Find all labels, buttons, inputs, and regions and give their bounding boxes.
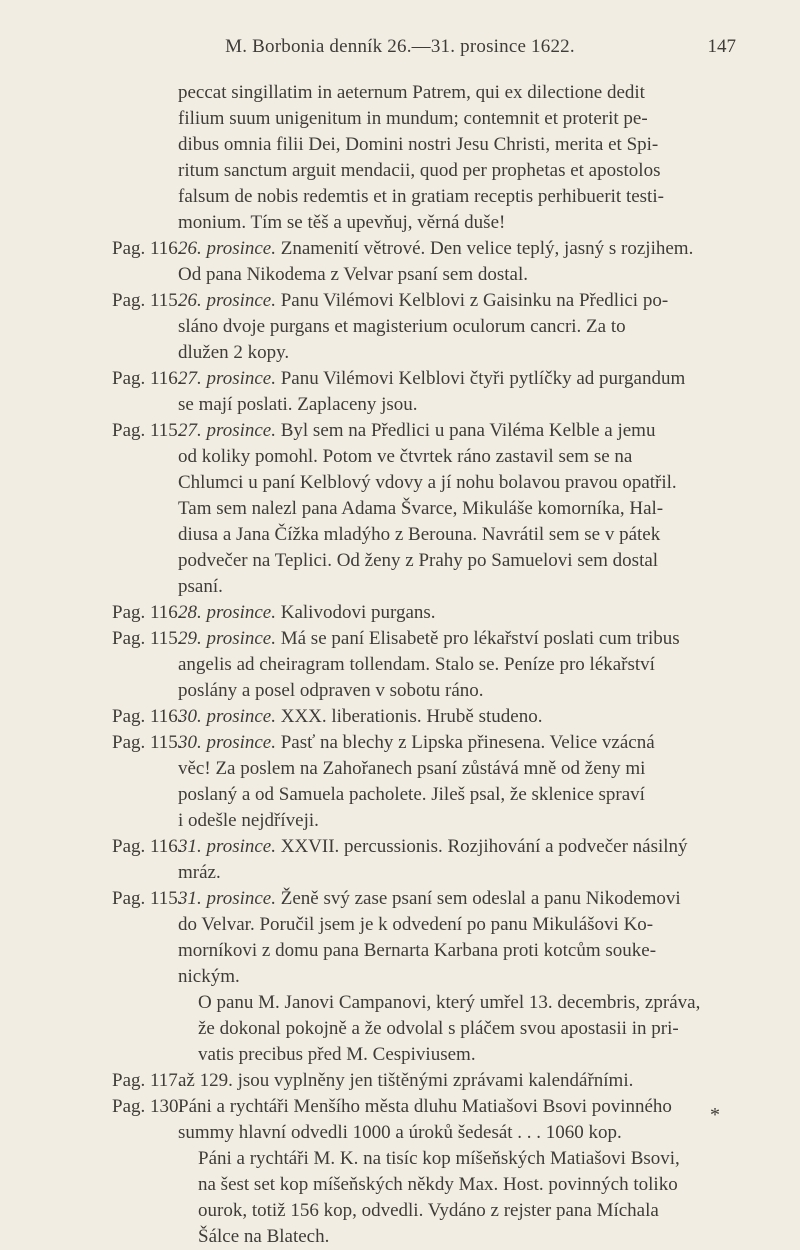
entry-line: Od pana Nikodema z Velvar psaní sem dostal. (178, 264, 529, 285)
page-reference: Pag. 116. (112, 706, 183, 727)
diary-entry (0, 366, 800, 418)
running-title: M. Borbonia denník 26.—31. prosince 1622. (225, 36, 575, 57)
entry-line (178, 366, 740, 392)
entry-date: 29. prosince. (178, 628, 276, 649)
entry-date: 31. prosince. (178, 888, 276, 909)
page-reference: Pag. 115. (112, 420, 183, 441)
text-line: O panu M. Janovi Campanovi, který umřel 13. decembris, zpráva, (198, 992, 701, 1013)
entry-line: angelis ad cheiragram tollendam. Stalo se. Peníze pro lékařství (178, 654, 655, 675)
entry-line: poslány a posel odpraven v sobotu ráno. (178, 680, 484, 701)
entry-date: 30. prosince. (178, 732, 276, 753)
entry-line: sláno dvoje purgans et magisterium oculorum cancri. Za to (178, 316, 626, 337)
diary-entry (0, 886, 800, 990)
entry-line: Chlumci u paní Kelblový vdovy a jí nohu bolavou pravou opatřil. (178, 472, 677, 493)
entry-text: XXVII. percussionis. Rozjihování a podvečer násilný (280, 836, 688, 857)
final-paragraph (0, 1146, 800, 1250)
entry-line (178, 704, 740, 730)
entry-line: mráz. (178, 862, 221, 883)
entry-line: až 129. jsou vyplněny jen tištěnými zprávami kalendářními. (178, 1070, 634, 1091)
text-line: Šálce na Blatech. (198, 1226, 330, 1247)
text-line: filium suum unigenitum in mundum; contemnit et proterit pe- (178, 108, 648, 129)
text-body (0, 80, 800, 1250)
page-reference: Pag. 115. (112, 888, 183, 909)
entry-line (178, 834, 740, 860)
text-line: summy hlavní odvedli 1000 a úroků šedesát . . . 1060 kop. (178, 1122, 622, 1143)
entry-text: Panu Vilémovi Kelblovi čtyři pytlíčky ad purgandum (280, 368, 686, 389)
entry-text: Kalivodovi purgans. (280, 602, 436, 623)
diary-entry-130 (0, 1094, 800, 1146)
page-reference: Pag. 116. (112, 368, 183, 389)
entry-date: 30. prosince. (178, 706, 276, 727)
entry-line: morníkovi z domu pana Bernarta Karbana proti kotcům souke- (178, 940, 657, 961)
entry-line (178, 418, 740, 444)
text-line: Páni a rychtáři Menšího města dluhu Matiašovi Bsovi povinného (178, 1096, 672, 1117)
entry-date: 28. prosince. (178, 602, 276, 623)
diary-entry (0, 626, 800, 704)
page-number: 147 (707, 36, 736, 57)
page-reference: Pag. 115. (112, 628, 183, 649)
entry-line: se mají poslati. Zaplaceny jsou. (178, 394, 418, 415)
entry-line (178, 600, 740, 626)
text-line: že dokonal pokojně a že odvolal s pláčem svou apostasii in pri- (198, 1018, 679, 1039)
text-line: Páni a rychtáři M. K. na tisíc kop míšeňských Matiašovi Bsovi, (198, 1148, 680, 1169)
entry-text: Panu Vilémovi Kelblovi z Gaisinku na Předlici po- (280, 290, 669, 311)
entry-line: poslaný a od Samuela pacholete. Jileš psal, že sklenice spraví (178, 784, 645, 805)
entry-line: psaní. (178, 576, 223, 597)
entry-line (178, 886, 740, 912)
text-line: monium. Tím se těš a upevňuj, věrná duše! (178, 212, 506, 233)
page-reference: Pag. 130. (112, 1096, 184, 1117)
entry-line: diusa a Jana Čížka mladýho z Berouna. Navrátil sem se v pátek (178, 524, 661, 545)
intro-paragraph (0, 80, 800, 236)
diary-entry (0, 600, 800, 626)
text-line: peccat singillatim in aeternum Patrem, qui ex dilectione dedit (178, 82, 645, 103)
page-reference: Pag. 115. (112, 732, 183, 753)
page-reference: Pag. 116. (112, 836, 183, 857)
diary-entry-117 (0, 1068, 800, 1094)
page-reference: Pag. 115. (112, 290, 183, 311)
entry-text: XXX. liberationis. Hrubě studeno. (280, 706, 543, 727)
entry-line: i odešle nejdříveji. (178, 810, 319, 831)
entry-date: 31. prosince. (178, 836, 276, 857)
diary-entry (0, 704, 800, 730)
entry-line (178, 236, 740, 262)
entry-line: dlužen 2 kopy. (178, 342, 290, 363)
entry-line: Tam sem nalezl pana Adama Švarce, Mikuláše komorníka, Hal- (178, 498, 664, 519)
text-line: na šest set kop míšeňských někdy Max. Host. povinných toliko (198, 1174, 678, 1195)
entry-line: podvečer na Teplici. Od ženy z Prahy po Samuelovi sem dostal (178, 550, 659, 571)
text-line: dibus omnia filii Dei, Domini nostri Jesu Christi, merita et Spi- (178, 134, 659, 155)
entry-text: Byl sem na Předlici u pana Viléma Kelble a jemu (280, 420, 656, 441)
entry-date: 26. prosince. (178, 238, 276, 259)
page-reference: Pag. 116. (112, 238, 183, 259)
entry-date: 27. prosince. (178, 420, 276, 441)
diary-entry (0, 236, 800, 288)
running-header (0, 22, 800, 62)
entry-line: věc! Za poslem na Zahořanech psaní zůstává mně od ženy mi (178, 758, 646, 779)
entry-line: do Velvar. Poručil jsem je k odvedení po panu Mikulášovi Ko- (178, 914, 654, 935)
entry-text: Má se paní Elisabetě pro lékařství poslati cum tribus (280, 628, 680, 649)
entry-text: Pasť na blechy z Lipska přinesena. Velice vzácná (280, 732, 655, 753)
entry-line (178, 288, 740, 314)
diary-entry (0, 418, 800, 600)
diary-entry (0, 730, 800, 834)
entry-line (178, 626, 740, 652)
end-ornament: * (710, 1104, 720, 1126)
campanus-paragraph (0, 990, 800, 1068)
text-line: vatis precibus před M. Cespiviusem. (198, 1044, 476, 1065)
entry-date: 26. prosince. (178, 290, 276, 311)
text-line: falsum de nobis redemtis et in gratiam receptis perhibuerit testi- (178, 186, 664, 207)
entry-line (178, 730, 740, 756)
entry-text: Ženě svý zase psaní sem odeslal a panu Nikodemovi (280, 888, 681, 909)
entry-date: 27. prosince. (178, 368, 276, 389)
diary-entries (0, 236, 800, 990)
entry-line: nickým. (178, 966, 240, 987)
entry-text: Znamenití větrové. Den velice teplý, jasný s rozjihem. (280, 238, 694, 259)
page-reference: Pag. 116. (112, 602, 183, 623)
diary-entry (0, 288, 800, 366)
text-line: ritum sanctum arguit mendacii, quod per prophetas et apostolos (178, 160, 661, 181)
page-reference: Pag. 117. (112, 1070, 183, 1091)
text-line: ourok, totiž 156 kop, odvedli. Vydáno z rejster pana Míchala (198, 1200, 659, 1221)
diary-entry (0, 834, 800, 886)
entry-line: od koliky pomohl. Potom ve čtvrtek ráno zastavil sem se na (178, 446, 633, 467)
